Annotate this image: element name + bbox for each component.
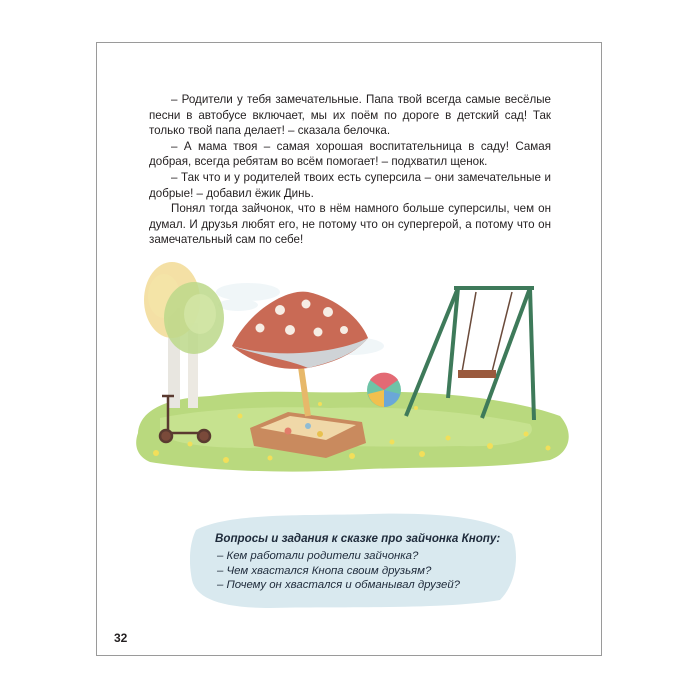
questions-title: Вопросы и задания к сказке про зайчонка Кнопу: bbox=[215, 532, 501, 545]
story-paragraph: – А мама твоя – самая хорошая воспитательница в саду! Самая добрая, всегда ребятам во всём помогает! – подхватил щенок. bbox=[149, 139, 551, 169]
question-item: – Почему он хвастался и обманывал друзей? bbox=[217, 578, 460, 593]
birch-trees bbox=[144, 262, 224, 408]
questions-list bbox=[217, 549, 460, 593]
story-paragraph: – Так что и у родителей твоих есть суперсила – они замечательные и добрые! – добавил ёжик Динь. bbox=[149, 170, 551, 200]
question-item: – Кем работали родители зайчонка? bbox=[217, 549, 460, 564]
page-number: 32 bbox=[114, 631, 128, 645]
story-text bbox=[149, 92, 551, 248]
beach-ball bbox=[367, 373, 401, 407]
question-item: – Чем хвастался Кнопа своим друзьям? bbox=[217, 564, 460, 579]
playground-illustration bbox=[130, 248, 572, 494]
story-paragraph: – Родители у тебя замечательные. Папа твой всегда самые весёлые песни в автобусе включает, мы их поём по дороге в детский сад! Так только твой папа делает! – сказала белочка. bbox=[149, 93, 551, 138]
story-paragraph: Понял тогда зайчонок, что в нём намного больше суперсилы, чем он думал. И друзья любят его, не потому что он супергерой, а потому что он замечательный сам по себе! bbox=[149, 202, 551, 247]
questions-box bbox=[190, 510, 518, 610]
